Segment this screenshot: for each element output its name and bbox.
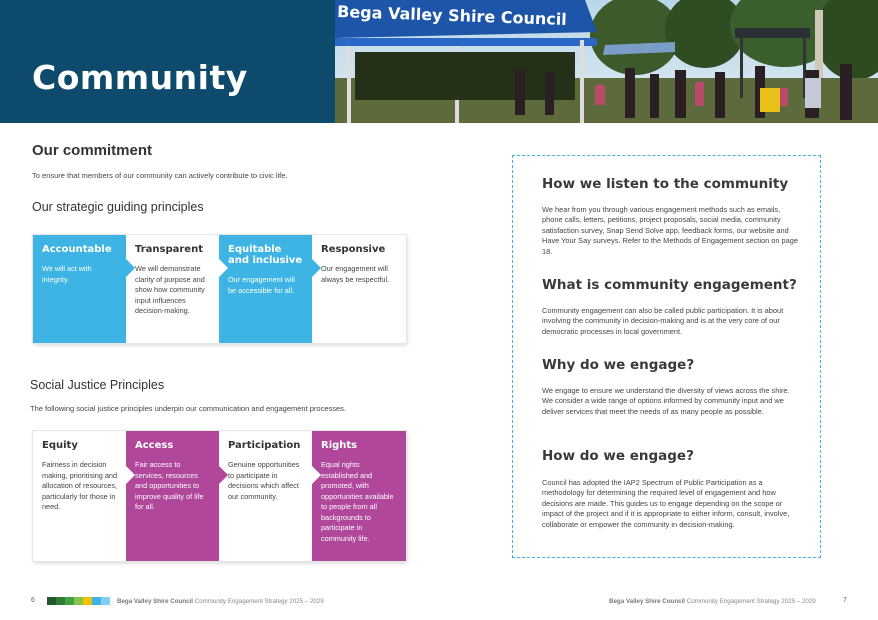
social-justice-heading: Social Justice Principles — [30, 378, 165, 392]
chevron-right-icon — [312, 259, 321, 277]
section-heading: Why do we engage? — [542, 357, 695, 373]
principle-desc: Our engagement will always be respectful. — [321, 264, 390, 284]
footer-doc: Community Engagement Strategy 2025 – 2029 — [194, 598, 324, 605]
commitment-heading: Our commitment — [32, 142, 153, 159]
section-text: We engage to ensure we understand the diversity of views across the shire. We consider a wide range of options informed by community input and we deliver services that meet the needs of as many people as possible. — [542, 386, 790, 416]
page-number-right: 7 — [843, 597, 847, 604]
swatch — [65, 597, 74, 605]
section-heading: How we listen to the community — [542, 176, 789, 192]
chevron-right-icon — [126, 259, 135, 277]
principle-title: Accountable — [42, 244, 112, 255]
footer-doc: Community Engagement Strategy 2025 – 2029 — [686, 598, 816, 605]
swatch — [74, 597, 83, 605]
principle-access — [126, 431, 219, 561]
chevron-right-icon — [126, 466, 135, 484]
social-principles-panel — [33, 431, 406, 561]
swatch — [56, 597, 65, 605]
banner-text: Bega Valley Shire Council — [336, 2, 568, 30]
principle-title: Equity — [42, 440, 78, 451]
footer-left — [117, 598, 324, 605]
principle-title: Access — [135, 440, 174, 451]
page-number-left: 6 — [31, 597, 35, 604]
strategic-principles-panel — [33, 235, 406, 343]
community-event-photo — [335, 0, 878, 123]
swatch — [101, 597, 110, 605]
principle-title: Rights — [321, 440, 358, 451]
strategic-heading: Our strategic guiding principles — [32, 200, 204, 214]
principle-participation — [219, 431, 312, 561]
principle-equity — [33, 431, 126, 561]
principle-desc: Genuine opportunities to participate in decisions which affect our community. — [228, 460, 300, 501]
footer-org: Bega Valley Shire Council — [117, 598, 193, 605]
principle-title: Transparent — [135, 244, 203, 255]
principle-transparent — [126, 235, 219, 343]
principle-desc: Fairness in decision making, prioritising and allocation of resources, particularly for those in need. — [42, 460, 118, 511]
principle-desc: Equal rights established and promoted, with opportunities available to people from all backgrounds to participate in community life. — [321, 460, 394, 543]
swatch — [92, 597, 101, 605]
chevron-right-icon — [219, 466, 228, 484]
chevron-right-icon — [312, 466, 321, 484]
swatch — [47, 597, 56, 605]
principle-desc: Fair access to services, resources and opportunities to improve quality of life for all. — [135, 460, 204, 511]
principle-desc: Our engagement will be accessible for all. — [228, 275, 295, 295]
principle-title: Equitable and inclusive — [228, 244, 303, 266]
principle-desc: We will demonstrate clarity of purpose and show how community input influences decision-making. — [135, 264, 205, 315]
footer-org: Bega Valley Shire Council — [609, 598, 685, 605]
principle-responsive — [312, 235, 406, 343]
page-title: Community — [32, 58, 248, 97]
commitment-text: To ensure that members of our community can actively contribute to civic life. — [32, 171, 288, 180]
principle-title: Responsive — [321, 244, 386, 255]
section-text: Community engagement can also be called public participation. It is about involving the community in decision-making and is at the very core of our democratic processes in local government. — [542, 306, 784, 336]
section-text: We hear from you through various engagement methods such as emails, phone calls, letters, petitions, project proposals, social media, community satisfaction survey, Snap Send Solve app, feedback forms, our website and Have Your Say surveys. Refer to the Methods of Engagement section on page 18. — [542, 205, 798, 256]
section-text: Council has adopted the IAP2 Spectrum of Public Participation as a methodology for determining the required level of engagement and how decisions are made. This guides us to engage depending on the scope or impact of the project and if it is appropriate to either inform, consult, involve, collaborate or empower the community in decision-making. — [542, 478, 790, 529]
section-heading: How do we engage? — [542, 448, 694, 464]
footer-right — [609, 598, 816, 605]
social-justice-text: The following social justice principles underpin our communication and engagement processes. — [30, 404, 347, 413]
swatch — [83, 597, 92, 605]
principle-desc: We will act with integrity. — [42, 264, 92, 284]
principle-title: Participation — [228, 440, 301, 451]
section-heading: What is community engagement? — [542, 277, 797, 293]
chevron-right-icon — [219, 259, 228, 277]
principle-accountable — [33, 235, 126, 343]
header-band — [0, 0, 335, 123]
brand-swatches — [47, 597, 110, 605]
principle-equitable — [219, 235, 312, 343]
principle-rights — [312, 431, 406, 561]
